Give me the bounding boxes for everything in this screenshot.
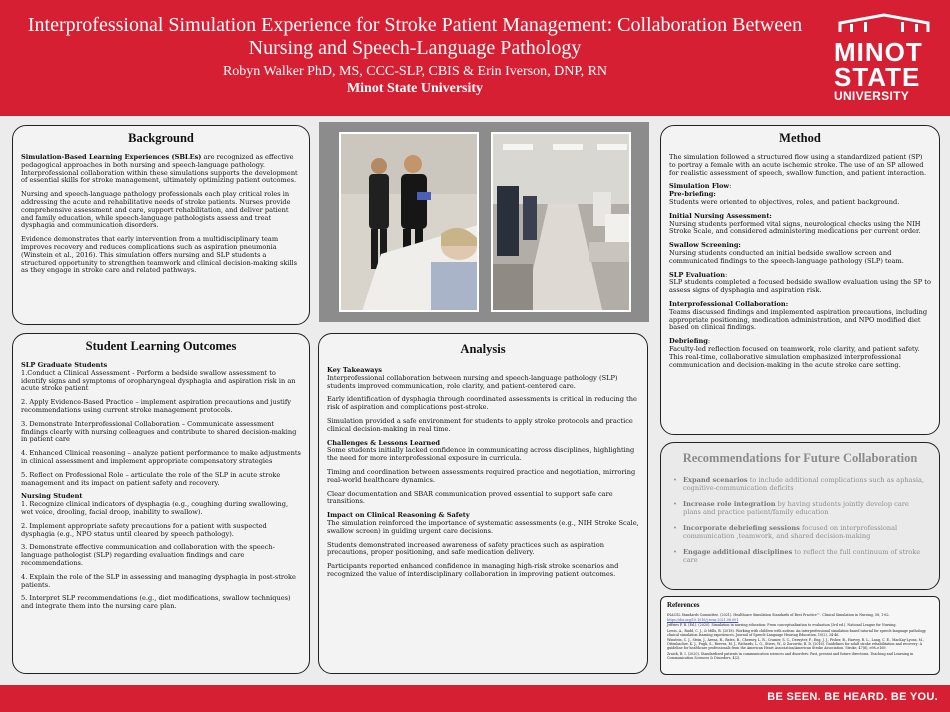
- reference-2: Jeffries P. R. (Ed.). (2020). Simulation in nursing education: From conceptualization to evaluation (3rd ed.). National League for Nursing.: [667, 623, 897, 628]
- nursing-outcome-4: 4. Explain the role of the SLP in assessing and managing dysphagia in post-stroke patients.: [21, 572, 296, 589]
- method-intro: The simulation followed a structured flow using a standardized patient (SP) to portray a female with an acute ischemic stroke. The use of an SP allowed for realistic assessment of speech, swallow function, and patient interaction.: [669, 153, 927, 177]
- recommendation-2-lead: Increase role integration: [683, 500, 776, 508]
- collaboration-text: Teams discussed findings and implemented aspiration precautions, including appropriate positioning, medication administration, and NPO modified diet based on clinical findings.: [669, 307, 928, 332]
- simulation-lab-bedside-photo: [339, 132, 479, 312]
- poster-authors: Robyn Walker PhD, MS, CCC-SLP, CBIS & Erin Iverson, DNP, RN: [222, 64, 608, 79]
- university-logo: [834, 12, 934, 103]
- impact-3: Participants reported enhanced confidence in managing high-risk stroke scenarios and recognized the value of interdisciplinary collaboration in improving patient outcomes.: [327, 562, 619, 578]
- recommendation-4: [673, 548, 927, 564]
- simulation-flow-block: [669, 183, 931, 206]
- flow-heading-colon: :: [729, 182, 732, 191]
- flow-heading-text: Simulation Flow: [669, 182, 730, 191]
- ward-scene-image: [493, 134, 631, 312]
- reference-4: Winstein, C. J., Stein, J., Arena, R., Bates, B., Cherney, L. R., Cramer, S. C., Deruyter, F., Eng, J. J., Fisher, B., Harvey, R. L., Lang, C. E., MacKay-Lyons, M., Ottenbacher, K. J., Pugh, S., Reeves, M. J., Richards, L. G., Stiers, W., & Zorowitz, R. D. (2016). Guidelines for adult stroke rehabilitation and recovery: A guideline for healthcare professionals from the American Heart Association/American Stroke Association. Stroke, 47(6), e98–e169.: [667, 638, 925, 651]
- background-paragraph-3: Evidence demonstrates that early intervention from a multidisciplinary team improves recovery and reduces complications such as aspiration pneumonia (Winstein et al., 2016). This simulation offers nursing and SLP students a structured opportunity to strengthen teamwork and clinical decision-making skills as they engage in stroke care and related pathways.: [21, 235, 298, 275]
- recommendations-panel: [660, 442, 940, 590]
- recommendation-1-lead: Expand scenarios: [683, 476, 748, 484]
- slp-outcome-1: 1.Conduct a Clinical Assessment - Perform a bedside swallow assessment to identify signs and symptoms of oropharyngeal dysphagia and aspiration risk in an acute stroke patient: [21, 368, 296, 393]
- analysis-heading: Analysis: [460, 342, 506, 356]
- reference-1-link[interactable]: https://doi.org/10.1016/j.ecns.2021.08.001: [667, 618, 739, 623]
- simulation-lab-ward-photo: [491, 132, 631, 312]
- prebriefing-heading: Pre-briefing:: [669, 190, 716, 199]
- recommendation-1: [673, 476, 927, 492]
- impact-2: Students demonstrated increased awareness of safety practices such as aspiration precautions, proper positioning, and safe medication delivery.: [327, 540, 604, 557]
- recommendation-3: [673, 524, 927, 540]
- initial-nursing-heading: Initial Nursing Assessment:: [669, 211, 772, 220]
- challenge-3: Clear documentation and SBAR communication proved essential to support safe care transitions.: [327, 489, 613, 506]
- recommendation-3-lead: Incorporate debriefing sessions: [683, 524, 800, 532]
- recommendations-list: [673, 476, 927, 564]
- learning-heading: Student Learning Outcomes: [85, 339, 237, 353]
- slp-outcome-3: 3. Demonstrate Interprofessional Collaboration – Communicate assessment findings clearly with nursing colleagues and contribute to shared decision-making in patient care: [21, 419, 297, 444]
- background-panel: [12, 125, 310, 325]
- photo-strip: [319, 122, 649, 322]
- debrief-heading-text: Debriefing: [669, 337, 708, 346]
- recommendation-2: [673, 500, 927, 516]
- background-lead: Simulation-Based Learning Experiences (SBLEs): [21, 153, 202, 161]
- swallow-screening-text: Nursing students conducted an initial bedside swallow screen and communicated findings to the speech-language pathology (SLP) team.: [669, 248, 904, 265]
- prebriefing-text: Students were oriented to objectives, roles, and patient background.: [669, 197, 900, 206]
- slp-outcome-2: 2. Apply Evidence-Based Practice – implement aspiration precautions and justify recommendations using current stroke management protocols.: [21, 398, 292, 414]
- challenge-1: Some students initially lacked confidence in communicating across disciplines, highlighting the need for more interprofessional exposure in curricula.: [327, 446, 635, 463]
- key-takeaway-1: Interprofessional collaboration between nursing and speech-language pathology (SLP) students improved communication, role clarity, and patient-centered care.: [327, 373, 618, 390]
- slp-eval-heading-text: SLP Evaluation: [669, 270, 726, 279]
- swallow-screening-heading: Swallow Screening:: [669, 241, 741, 250]
- poster-title: Interprofessional Simulation Experience for Stroke Patient Management: Collaboration Between Nursing and Speech-Language Pathology: [27, 14, 803, 59]
- method-panel: [660, 125, 940, 435]
- recommendation-1-text: to include additional complications such as aphasia, cognitive-communication deficits: [683, 476, 925, 492]
- key-takeaways-heading: Key Takeaways: [327, 366, 382, 374]
- key-takeaway-3: Simulation provided a safe environment for students to apply stroke protocols and practice clinical decision-making in real time.: [327, 416, 633, 433]
- nursing-outcome-3: 3. Demonstrate effective communication and collaboration with the speech-language pathologist (SLP) regarding evaluation findings and care recommendations.: [21, 543, 275, 567]
- impact-heading: Impact on Clinical Reasoning & Safety: [327, 511, 470, 520]
- challenges-heading: Challenges & Lessons Learned: [327, 438, 441, 447]
- title-block: [20, 14, 810, 97]
- logo-text-state: STATE: [834, 62, 921, 92]
- references-heading: References: [667, 601, 700, 609]
- nursing-outcome-2: 2. Implement appropriate safety precautions for a patient with suspected dysphagia (e.g., NPO status until cleared by speech pathology).: [21, 521, 267, 538]
- recommendation-2-text: by having students jointly develop care plans and practice patient/family education: [683, 500, 909, 516]
- nursing-outcome-1: 1. Recognize clinical indicators of dysphagia (e.g., coughing during swallowing, wet voice, drooling, facial droop, inability to swallow).: [21, 500, 289, 516]
- logo-text-minot: MINOT: [834, 37, 923, 67]
- impact-1: The simulation reinforced the importance of systematic assessments (e.g., NIH Stroke Scale, swallow screen) in guiding urgent care decisions.: [327, 518, 639, 535]
- footer-slogan: BE SEEN. BE HEARD. BE YOU.: [767, 691, 938, 703]
- nursing-students-heading: Nursing Student: [21, 492, 83, 501]
- bedside-scene-image: [341, 134, 479, 312]
- reference-1: INACSL Standards Committee. (2021). Healthcare Simulation Standards of Best Practice™. Clinical Simulation in Nursing, 58, 1-62.: [667, 613, 890, 617]
- recommendations-heading: Recommendations for Future Collaboration: [682, 451, 918, 465]
- key-takeaway-2: Early identification of dysphagia through coordinated assessments is critical in reducing the risk of aspiration and complications post-stroke.: [327, 395, 637, 412]
- recommendation-3-text: focused on interprofessional communication ,teamwork, and shared decision-making: [683, 524, 898, 540]
- debriefing-text: Faculty-led reflection focused on teamwork, role clarity, and patient safety. This real-time, collaborative simulation emphasized interprofessional communication and decision-making in the acute stroke care setting.: [669, 344, 920, 369]
- nursing-outcome-5: 5. Interpret SLP recommendations (e.g., diet modifications, swallow techniques) and integrate them into the nursing care plan.: [21, 594, 291, 611]
- header-banner: [0, 0, 950, 116]
- learning-outcomes-panel: [12, 333, 310, 674]
- recommendation-4-text: to reflect the full continuum of stroke care: [683, 548, 921, 564]
- slp-eval-heading-colon: :: [725, 270, 728, 279]
- analysis-panel: [318, 333, 648, 674]
- logo-roof-icon: [834, 12, 934, 34]
- reference-3: Lewis, A., Rudd, C. J., & Mills, B. (2018). Working with children with autism: An interprofessional simulation-based tutorial for speech-language pathology, clinical simulation learning experiences. Journal of Speech-Language Hearing Education, 10(2), 34-46.: [667, 628, 927, 637]
- references-panel: [660, 596, 940, 675]
- poster-institution: Minot State University: [346, 81, 484, 96]
- collaboration-heading: Interprofessional Collaboration:: [669, 299, 789, 308]
- challenge-2: Timing and coordination between assessments required practice and negotiation, mirroring real-world healthcare dynamics.: [327, 467, 636, 484]
- reference-5: Zraick, R. I. (2020). Standardized patients in communication sciences and disorders: Past, present and future directions. Teaching and Learning in Communication Sciences & Disorders, 4(2).: [667, 651, 914, 660]
- debrief-heading-colon: :: [707, 337, 711, 346]
- recommendation-4-lead: Engage additional disciplines: [683, 548, 793, 556]
- slp-outcome-5: 5. Reflect on Professional Role – articulate the role of the SLP in acute stroke management and its impact on patient safety and recovery.: [21, 470, 281, 487]
- logo-text-university: UNIVERSITY: [834, 89, 910, 103]
- background-paragraph-1: [21, 154, 301, 185]
- background-paragraph-2: Nursing and speech-language pathology professionals each play critical roles in addressing the acute and rehabilitative needs of stroke patients. Nurses provide comprehensive assessment and care, support rehabilitation, and deliver patient and family education, while speech-language pathologists assess and treat dysphagia and communication disorders.: [21, 190, 291, 230]
- slp-students-heading: SLP Graduate Students: [21, 361, 108, 369]
- background-p1-text: are recognized as effective pedagogical approaches in both nursing and speech-language pathology. Interprofessional collaboration within these simulations supports the development of essential skills for stroke management, ultimately optimizing patient outcomes.: [21, 153, 298, 185]
- initial-nursing-text: Nursing students performed vital signs, neurological checks using the NIH Stroke Scale, and considered administering medications per current order.: [669, 219, 921, 236]
- method-heading: Method: [779, 131, 821, 145]
- slp-evaluation-text: SLP students completed a focused bedside swallow evaluation using the SP to assess signs of dysphagia and aspiration risk.: [669, 278, 931, 295]
- slp-outcome-4: 4. Enhanced Clinical reasoning – analyze patient performance to make adjustments in clinical assessment and implement appropriate compensatory strategies: [21, 449, 301, 465]
- footer-banner: [0, 685, 950, 712]
- background-heading: Background: [128, 131, 194, 145]
